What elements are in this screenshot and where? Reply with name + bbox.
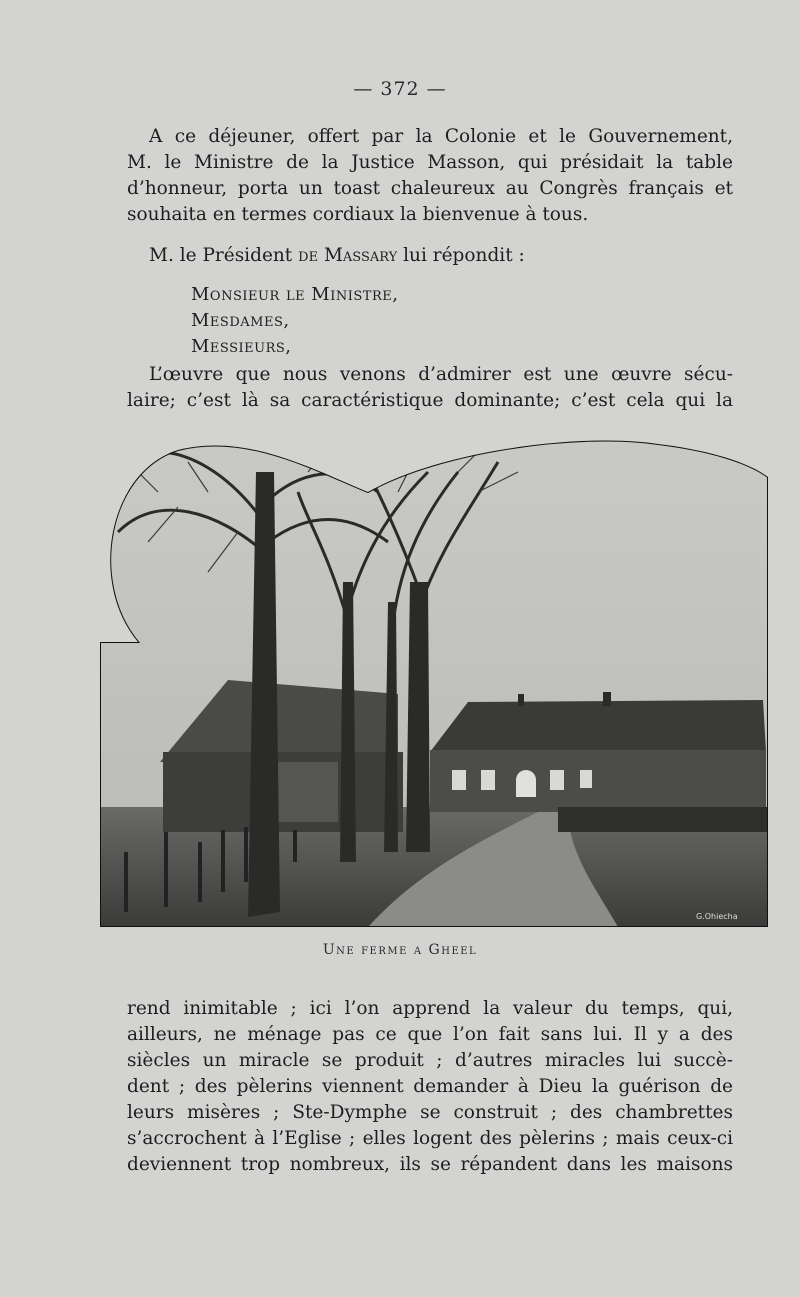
reply-name-particle: de: [298, 245, 319, 266]
text-line: [127, 243, 733, 269]
text-line: deviennent trop nombreux, ils se répandent dans les maisons: [127, 1154, 733, 1175]
page-number: — 372 —: [353, 78, 447, 100]
salutation-line: Monsieur le Ministre,: [191, 284, 399, 305]
farmhouse-roof: [430, 700, 766, 752]
reply-suffix: lui répondit :: [403, 245, 525, 266]
text-line: M. le Ministre de la Justice Masson, qui présidait la table: [127, 152, 733, 173]
text-line: d’honneur, porta un toast chaleureux au Congrès français et: [127, 178, 733, 199]
text-line: leurs misères ; Ste-Dymphe se construit ; des chambrettes: [127, 1102, 733, 1123]
farmhouse-wall: [430, 750, 766, 812]
paragraph-inimitable: [127, 996, 733, 1178]
text-line: laire; c’est là sa caractéristique dominante; c’est cela qui la: [127, 390, 733, 411]
figure-caption: Une ferme a Gheel: [322, 942, 478, 958]
text-line: siècles un miracle se produit ; d’autres miracles lui succè-: [127, 1050, 733, 1071]
farm-photograph: [98, 432, 770, 930]
salutation-line: Mesdames,: [191, 310, 290, 331]
paragraph-dejeuner: [127, 124, 733, 228]
photographer-signature: G.Ohiecha: [696, 912, 738, 921]
reply-name: Massary: [323, 245, 398, 266]
text-line: rend inimitable ; ici l’on apprend la valeur du temps, qui,: [127, 998, 733, 1019]
reply-prefix: M. le Président: [149, 245, 293, 266]
paragraph-oeuvre: [127, 362, 733, 414]
text-line: souhaita en termes cordiaux la bienvenue à tous.: [127, 204, 589, 225]
salutation-line: Messieurs,: [191, 336, 292, 357]
text-line: dent ; des pèlerins viennent demander à Dieu la guérison de: [127, 1076, 733, 1097]
text-line: ailleurs, ne ménage pas ce que l’on fait sans lui. Il y a des: [127, 1024, 733, 1045]
text-line: L’œuvre que nous venons d’admirer est une œuvre sécu-: [149, 364, 733, 385]
text-line: s’accrochent à l’Eglise ; elles logent des pèlerins ; mais ceux-ci: [127, 1128, 733, 1149]
text-line: A ce déjeuner, offert par la Colonie et le Gouvernement,: [149, 126, 733, 147]
paragraph-reply: [127, 243, 733, 269]
salutation-block: [191, 282, 398, 360]
